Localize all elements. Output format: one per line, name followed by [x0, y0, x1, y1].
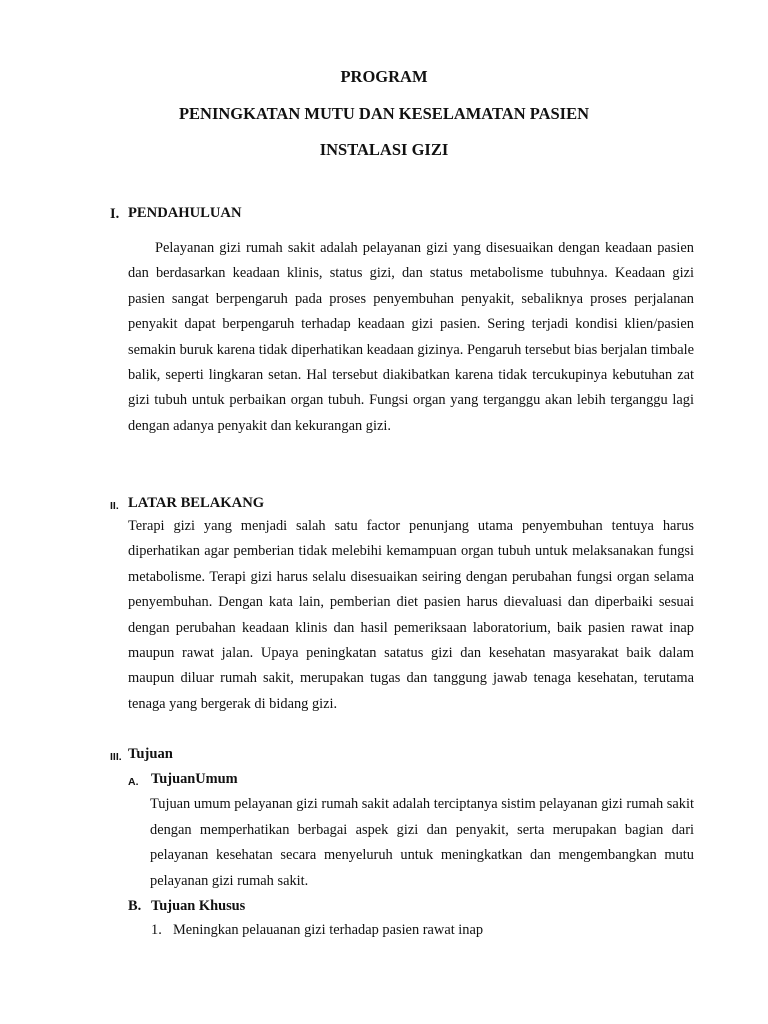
section-number: II. — [110, 500, 119, 512]
list-item-number: 1. — [151, 922, 162, 938]
section-body-pendahuluan: Pelayanan gizi rumah sakit adalah pelayanan gizi yang disesuaikan dengan keadaan pasien dan berdasarkan keadaan klinis, status gizi, dan status metabolisme tubuhnya. Keadaan gizi pasien sangat berpengaruh pada proses penyembuhan penyakit, sebaliknya proses perjalanan penyakit dapat berpengaruh terhadap keadaan gizi pasien. Sering terjadi kondisi klien/pasien semakin buruk karena tidak diperhatikan keadaan gizinya. Pengaruh tersebut bias berjalan timbale balik, seperti lingkaran setan. Hal tersebut diakibatkan karena tidak tercukupinya kebutuhan zat gizi tubuh untuk perbaikan organ tubuh. Fungsi organ yang terganggu akan lebih terganggu lagi dengan adanya penyakit dan kekurangan gizi. — [128, 240, 694, 434]
section-title-tujuan: Tujuan — [128, 746, 173, 762]
section-title-pendahuluan: PENDAHULUAN — [128, 205, 242, 221]
subsection-title-tujuan-umum: TujuanUmum — [151, 771, 238, 787]
section-title-latar-belakang: LATAR BELAKANG — [128, 495, 265, 511]
subsection-number: A. — [128, 776, 139, 788]
list-item: Meningkan pelauanan gizi terhadap pasien rawat inap — [173, 922, 484, 938]
subsection-body-tujuan-umum: Tujuan umum pelayanan gizi rumah sakit adalah terciptanya sistim pelayanan gizi rumah sakit dengan memperhatikan berbagai aspek gizi dan penyakit, serta merupakan bagian dari pelayanan kesehatan secara menyeluruh untuk meningkatkan dan mengembangkan mutu pelayanan gizi rumah sakit. — [150, 796, 694, 889]
document-subtitle: PENINGKATAN MUTU DAN KESELAMATAN PASIEN — [178, 104, 590, 123]
section-body-latar-belakang: Terapi gizi yang menjadi salah satu factor penunjang utama penyembuhan tentuya harus diperhatikan agar pemberian tidak melebihi kemampuan organ tubuh untuk melaksanakan fungsi metabolisme. Terapi gizi harus selalu disesuaikan seiring dengan perubahan fungsi organ selama penyembuhan. Dengan kata lain, pemberian diet pasien harus dievaluasi dan diperbaiki sesuai dengan perubahan keadaan klinis dan hasil pemeriksaan laboratorium, baik pasien rawat inap maupun rawat jalan. Upaya peningkatan satatus gizi dan kesehatan masyarakat baik dalam maupun diluar rumah sakit, merupakan tugas dan tanggung jawab tenaga kesehatan, terutama tenaga yang bergerak di bidang gizi. — [128, 518, 694, 712]
section-number: III. — [110, 751, 122, 763]
section-number: I. — [110, 206, 120, 222]
document-unit: INSTALASI GIZI — [319, 140, 449, 159]
document-title: PROGRAM — [340, 67, 428, 86]
subsection-number: B. — [128, 898, 142, 914]
subsection-title-tujuan-khusus: Tujuan Khusus — [151, 898, 246, 914]
